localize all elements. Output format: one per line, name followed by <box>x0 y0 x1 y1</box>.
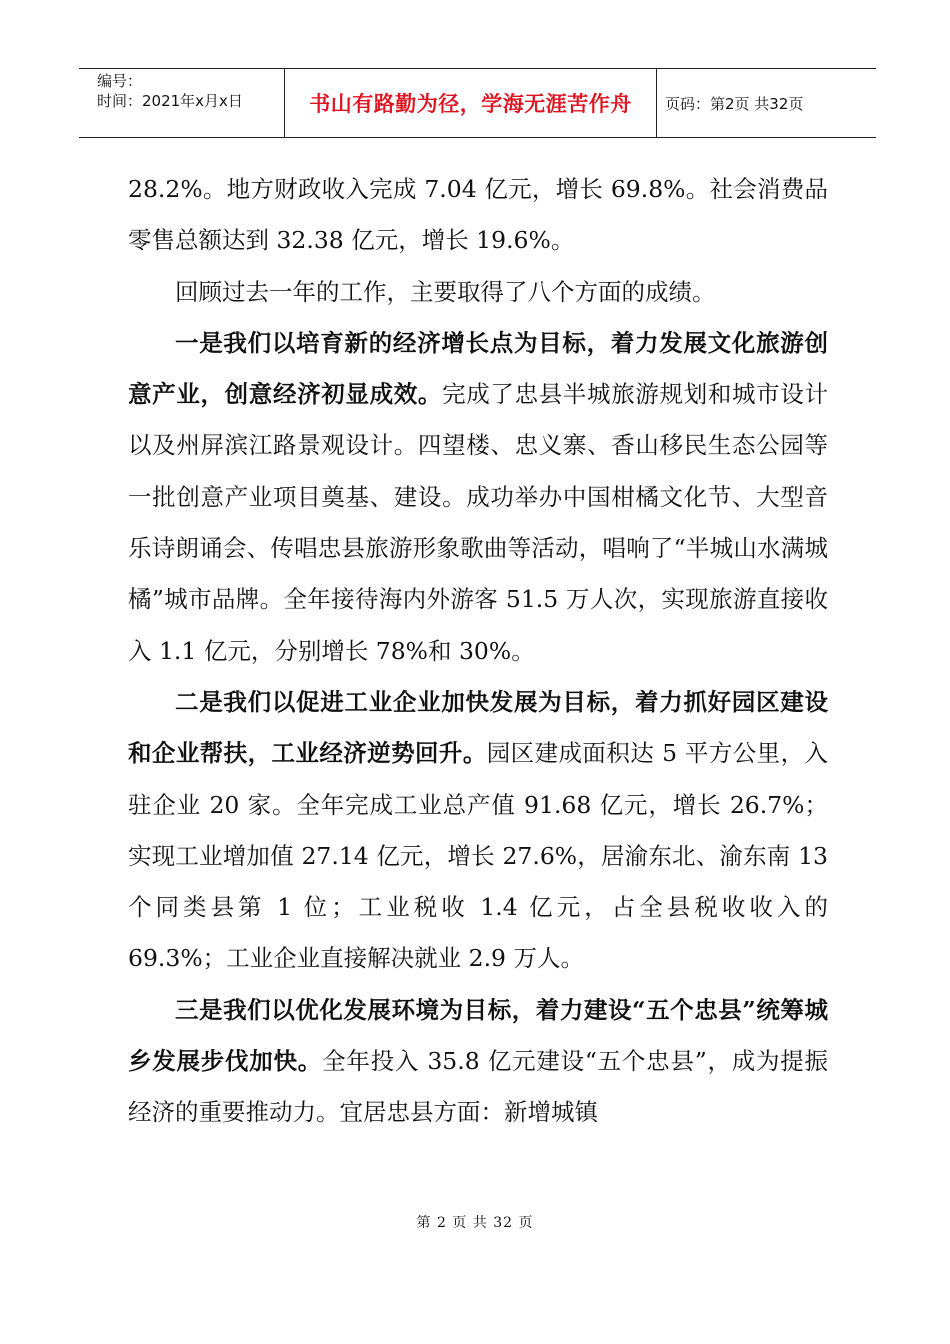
page-footer: 第 2 页 共 32 页 <box>416 1215 534 1231</box>
paragraph-5-text: 全年投入 35.8 亿元建设“五个忠县”，成为提振经济的重要推动力。宜居忠县方面：新增城镇 <box>128 1047 828 1127</box>
paragraph-4-heading: 二是我们以促进工业企业加快发展为目标，着力抓好园区建设和企业帮扶，工业经济逆势回升。 <box>128 687 828 768</box>
header-page-number: 页码：第2页 共32页 <box>665 94 804 113</box>
header-meta <box>79 69 285 137</box>
document-date-label: 时间：2021年x月x日 <box>97 92 243 110</box>
document-header <box>79 68 876 138</box>
header-motto: 书山有路勤为径，学海无涯苦作舟 <box>285 69 657 137</box>
paragraph-5-heading: 三是我们以优化发展环境为目标，着力建设“五个忠县”统筹城乡发展步伐加快。 <box>128 995 828 1076</box>
paragraph-3 <box>128 318 828 677</box>
paragraph-4 <box>128 677 828 985</box>
paragraph-5 <box>128 985 828 1139</box>
paragraph-3-heading: 一是我们以培育新的经济增长点为目标，着力发展文化旅游创意产业，创意经济初显成效。 <box>128 328 828 409</box>
paragraph-1: 28.2%。地方财政收入完成 7.04 亿元，增长 69.8%。社会消费品零售总额达到 32.38 亿元，增长 19.6%。 <box>128 175 828 255</box>
document-number-label: 编号： <box>97 72 143 90</box>
paragraph-3-text: 完成了忠县半城旅游规划和城市设计以及州屏滨江路景观设计。四望楼、忠义寨、香山移民生态公园等一批创意产业项目奠基、建设。成功举办中国柑橘文化节、大型音乐诗朗诵会、传唱忠县旅游形象歌曲等活动，唱响了“半城山水满城橘”城市品牌。全年接待海内外游客 51.5 万人次，实现旅游直接收入 1.1 亿元，分别增长 78%和 30%。 <box>128 380 829 665</box>
paragraph-2: 回顾过去一年的工作，主要取得了八个方面的成绩。 <box>175 277 716 306</box>
paragraph-4-text: 园区建成面积达 5 平方公里，入驻企业 20 家。全年完成工业总产值 91.68 亿元，增长 26.7%；实现工业增加值 27.14 亿元，增长 27.6%，居渝东北、渝东南 13 个同类县第 1 位；工业税收 1.4 亿元，占全县税收收入的 69.3%；工业企业直接解决就业 2.9 万人。 <box>128 739 828 973</box>
document-body <box>128 164 828 1139</box>
